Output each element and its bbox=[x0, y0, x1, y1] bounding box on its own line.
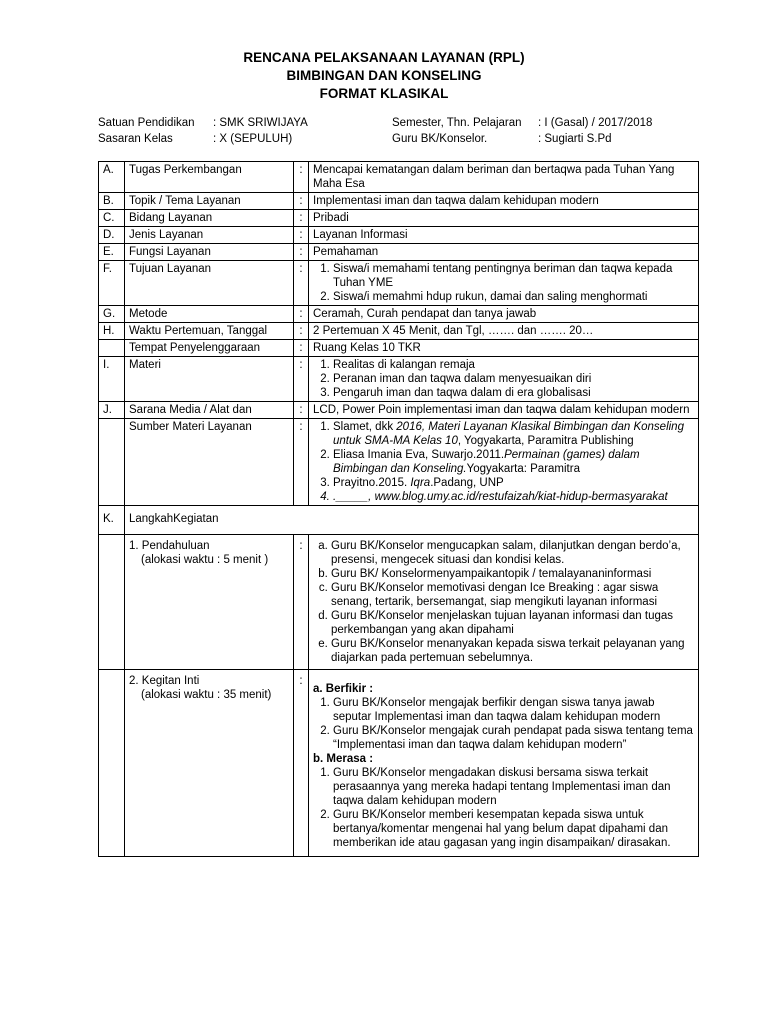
table-row bbox=[99, 193, 699, 210]
list-item: 2. Eliasa Imania Eva, Suwarjo.2011.Permainan (games) dalam Bimbingan dan Konseling.Yogyakarta: Paramitra bbox=[333, 448, 694, 476]
row-number: F. bbox=[99, 261, 125, 306]
row-label: Bidang Layanan bbox=[125, 210, 294, 227]
list-item: c. Guru BK/Konselor memotivasi dengan Ice Breaking : agar siswa senang, tertarik, bersemangat, siap mengikuti layanan informasi bbox=[331, 581, 694, 609]
row-label: Waktu Pertemuan, Tanggal bbox=[125, 323, 294, 340]
semester-label: Semester, Thn. Pelajaran bbox=[392, 117, 522, 129]
guru-label: Guru BK/Konselor. bbox=[392, 133, 488, 145]
table-row bbox=[99, 357, 699, 402]
row-label: LangkahKegiatan bbox=[125, 506, 699, 535]
table-row bbox=[99, 210, 699, 227]
list-item: 1. Guru BK/Konselor mengadakan diskusi bersama siswa terkait perasaannya yang mereka hadapi tentang Implementasi iman dan taqwa dalam kehidupan modern bbox=[333, 766, 694, 808]
row-value: Ceramah, Curah pendapat dan tanya jawab bbox=[309, 306, 699, 323]
colon: : bbox=[294, 227, 309, 244]
row-number: E. bbox=[99, 244, 125, 261]
row-label: Sumber Materi Layanan bbox=[125, 419, 294, 506]
list-item: 1. Realitas di kalangan remaja bbox=[333, 358, 694, 372]
sasaran-value: : X (SEPULUH) bbox=[213, 133, 293, 145]
satuan-value: : SMK SRIWIJAYA bbox=[213, 117, 308, 129]
section-label: 2. Kegitan Inti bbox=[129, 675, 200, 687]
list-item: d. Guru BK/Konselor menjelaskan tujuan layanan informasi dan tugas perkembangan yang akan dipahami bbox=[331, 609, 694, 637]
list-item: 3. Pengaruh iman dan taqwa dalam di era globalisasi bbox=[333, 386, 694, 400]
table-row bbox=[99, 306, 699, 323]
colon: : bbox=[294, 193, 309, 210]
row-value bbox=[309, 670, 699, 857]
row-number: J. bbox=[99, 402, 125, 419]
row-label: Jenis Layanan bbox=[125, 227, 294, 244]
list-item: b. Guru BK/ Konselormenyampaikantopik / temalayananinformasi bbox=[331, 567, 694, 581]
table-row bbox=[99, 162, 699, 193]
row-label: Fungsi Layanan bbox=[125, 244, 294, 261]
row-number: B. bbox=[99, 193, 125, 210]
colon: : bbox=[294, 162, 309, 193]
row-value bbox=[309, 357, 699, 402]
table-row bbox=[99, 506, 699, 535]
row-value: LCD, Power Poin implementasi iman dan taqwa dalam kehidupan modern bbox=[309, 402, 699, 419]
row-number bbox=[99, 535, 125, 670]
section-time: (alokasi waktu : 5 menit ) bbox=[141, 554, 269, 566]
row-number: H. bbox=[99, 323, 125, 340]
row-label: Topik / Tema Layanan bbox=[125, 193, 294, 210]
row-value: Pemahaman bbox=[309, 244, 699, 261]
list-item: 4. ._____, www.blog.umy.ac.id/restufaizah/kiat-hidup-bermasyarakat bbox=[333, 490, 694, 504]
row-value: Mencapai kematangan dalam beriman dan bertaqwa pada Tuhan Yang Maha Esa bbox=[309, 162, 699, 193]
table-row bbox=[99, 402, 699, 419]
subheading: a. Berfikir : bbox=[313, 683, 374, 695]
row-label: Sarana Media / Alat dan bbox=[125, 402, 294, 419]
row-label bbox=[125, 670, 294, 857]
row-label bbox=[125, 535, 294, 670]
table-row bbox=[99, 323, 699, 340]
document-subtitle: BIMBINGAN DAN KONSELING bbox=[286, 68, 482, 83]
satuan-label: Satuan Pendidikan bbox=[98, 117, 195, 129]
list-item: 2. Guru BK/Konselor mengajak curah pendapat pada siswa tentang tema “Implementasi iman dan taqwa dalam kehidupan modern” bbox=[333, 724, 694, 752]
table-row bbox=[99, 261, 699, 306]
colon: : bbox=[294, 670, 309, 857]
row-value bbox=[309, 535, 699, 670]
list-item: a. Guru BK/Konselor mengucapkan salam, dilanjutkan dengan berdo’a, presensi, mengecek situasi dan kondisi kelas. bbox=[331, 539, 694, 567]
sasaran-label: Sasaran Kelas bbox=[98, 133, 173, 145]
row-label: Metode bbox=[125, 306, 294, 323]
colon: : bbox=[294, 261, 309, 306]
row-number bbox=[99, 670, 125, 857]
rpl-table bbox=[98, 161, 699, 857]
row-number: G. bbox=[99, 306, 125, 323]
row-value: Layanan Informasi bbox=[309, 227, 699, 244]
row-label: Tempat Penyelenggaraan bbox=[125, 340, 294, 357]
section-label: 1. Pendahuluan bbox=[129, 540, 210, 552]
table-row bbox=[99, 340, 699, 357]
row-value bbox=[309, 261, 699, 306]
row-value: Pribadi bbox=[309, 210, 699, 227]
list-item: 1. Siswa/i memahami tentang pentingnya beriman dan taqwa kepada Tuhan YME bbox=[333, 262, 694, 290]
colon: : bbox=[294, 357, 309, 402]
row-value bbox=[309, 419, 699, 506]
row-value: Implementasi iman dan taqwa dalam kehidupan modern bbox=[309, 193, 699, 210]
section-time: (alokasi waktu : 35 menit) bbox=[141, 689, 272, 701]
colon: : bbox=[294, 535, 309, 670]
semester-value: : I (Gasal) / 2017/2018 bbox=[538, 117, 653, 129]
guru-value: : Sugiarti S.Pd bbox=[538, 133, 612, 145]
row-number: C. bbox=[99, 210, 125, 227]
row-number: A. bbox=[99, 162, 125, 193]
list-item: 2. Guru BK/Konselor memberi kesempatan kepada siswa untuk bertanya/komentar mengenai hal yang belum dapat dipahami dan memberikan ide atau gagasan yang ingin disampaikan/ dirasakan. bbox=[333, 808, 694, 850]
subheading: b. Merasa : bbox=[313, 753, 374, 765]
row-label: Tugas Perkembangan bbox=[125, 162, 294, 193]
row-number: I. bbox=[99, 357, 125, 402]
table-row bbox=[99, 535, 699, 670]
row-number bbox=[99, 419, 125, 506]
row-number bbox=[99, 340, 125, 357]
row-value: 2 Pertemuan X 45 Menit, dan Tgl, ……. dan ……. 20… bbox=[309, 323, 699, 340]
table-row bbox=[99, 419, 699, 506]
list-item: 3. Prayitno.2015. Iqra.Padang, UNP bbox=[333, 476, 694, 490]
table-row bbox=[99, 244, 699, 261]
row-label: Tujuan Layanan bbox=[125, 261, 294, 306]
colon: : bbox=[294, 340, 309, 357]
list-item: e. Guru BK/Konselor menanyakan kepada siswa terkait pelayanan yang diajarkan pada pertemuan sebelumnya. bbox=[331, 637, 694, 665]
list-item: 2. Peranan iman dan taqwa dalam menyesuaikan diri bbox=[333, 372, 694, 386]
table-row bbox=[99, 670, 699, 857]
row-number: K. bbox=[99, 506, 125, 535]
colon: : bbox=[294, 306, 309, 323]
colon: : bbox=[294, 323, 309, 340]
table-row bbox=[99, 227, 699, 244]
colon: : bbox=[294, 402, 309, 419]
document-format: FORMAT KLASIKAL bbox=[319, 86, 449, 101]
colon: : bbox=[294, 419, 309, 506]
document-title: RENCANA PELAKSANAAN LAYANAN (RPL) bbox=[243, 50, 525, 65]
colon: : bbox=[294, 210, 309, 227]
list-item: 1. Guru BK/Konselor mengajak berfikir dengan siswa tanya jawab seputar Implementasi iman dan taqwa dalam kehidupan modern bbox=[333, 696, 694, 724]
row-label: Materi bbox=[125, 357, 294, 402]
row-number: D. bbox=[99, 227, 125, 244]
row-value: Ruang Kelas 10 TKR bbox=[309, 340, 699, 357]
list-item: 2. Siswa/i memahmi hdup rukun, damai dan saling menghormati bbox=[333, 290, 694, 304]
list-item: 1. Slamet, dkk 2016, Materi Layanan Klasikal Bimbingan dan Konseling untuk SMA-MA Kelas 10, Yogyakarta, Paramitra Publishing bbox=[333, 420, 694, 448]
colon: : bbox=[294, 244, 309, 261]
